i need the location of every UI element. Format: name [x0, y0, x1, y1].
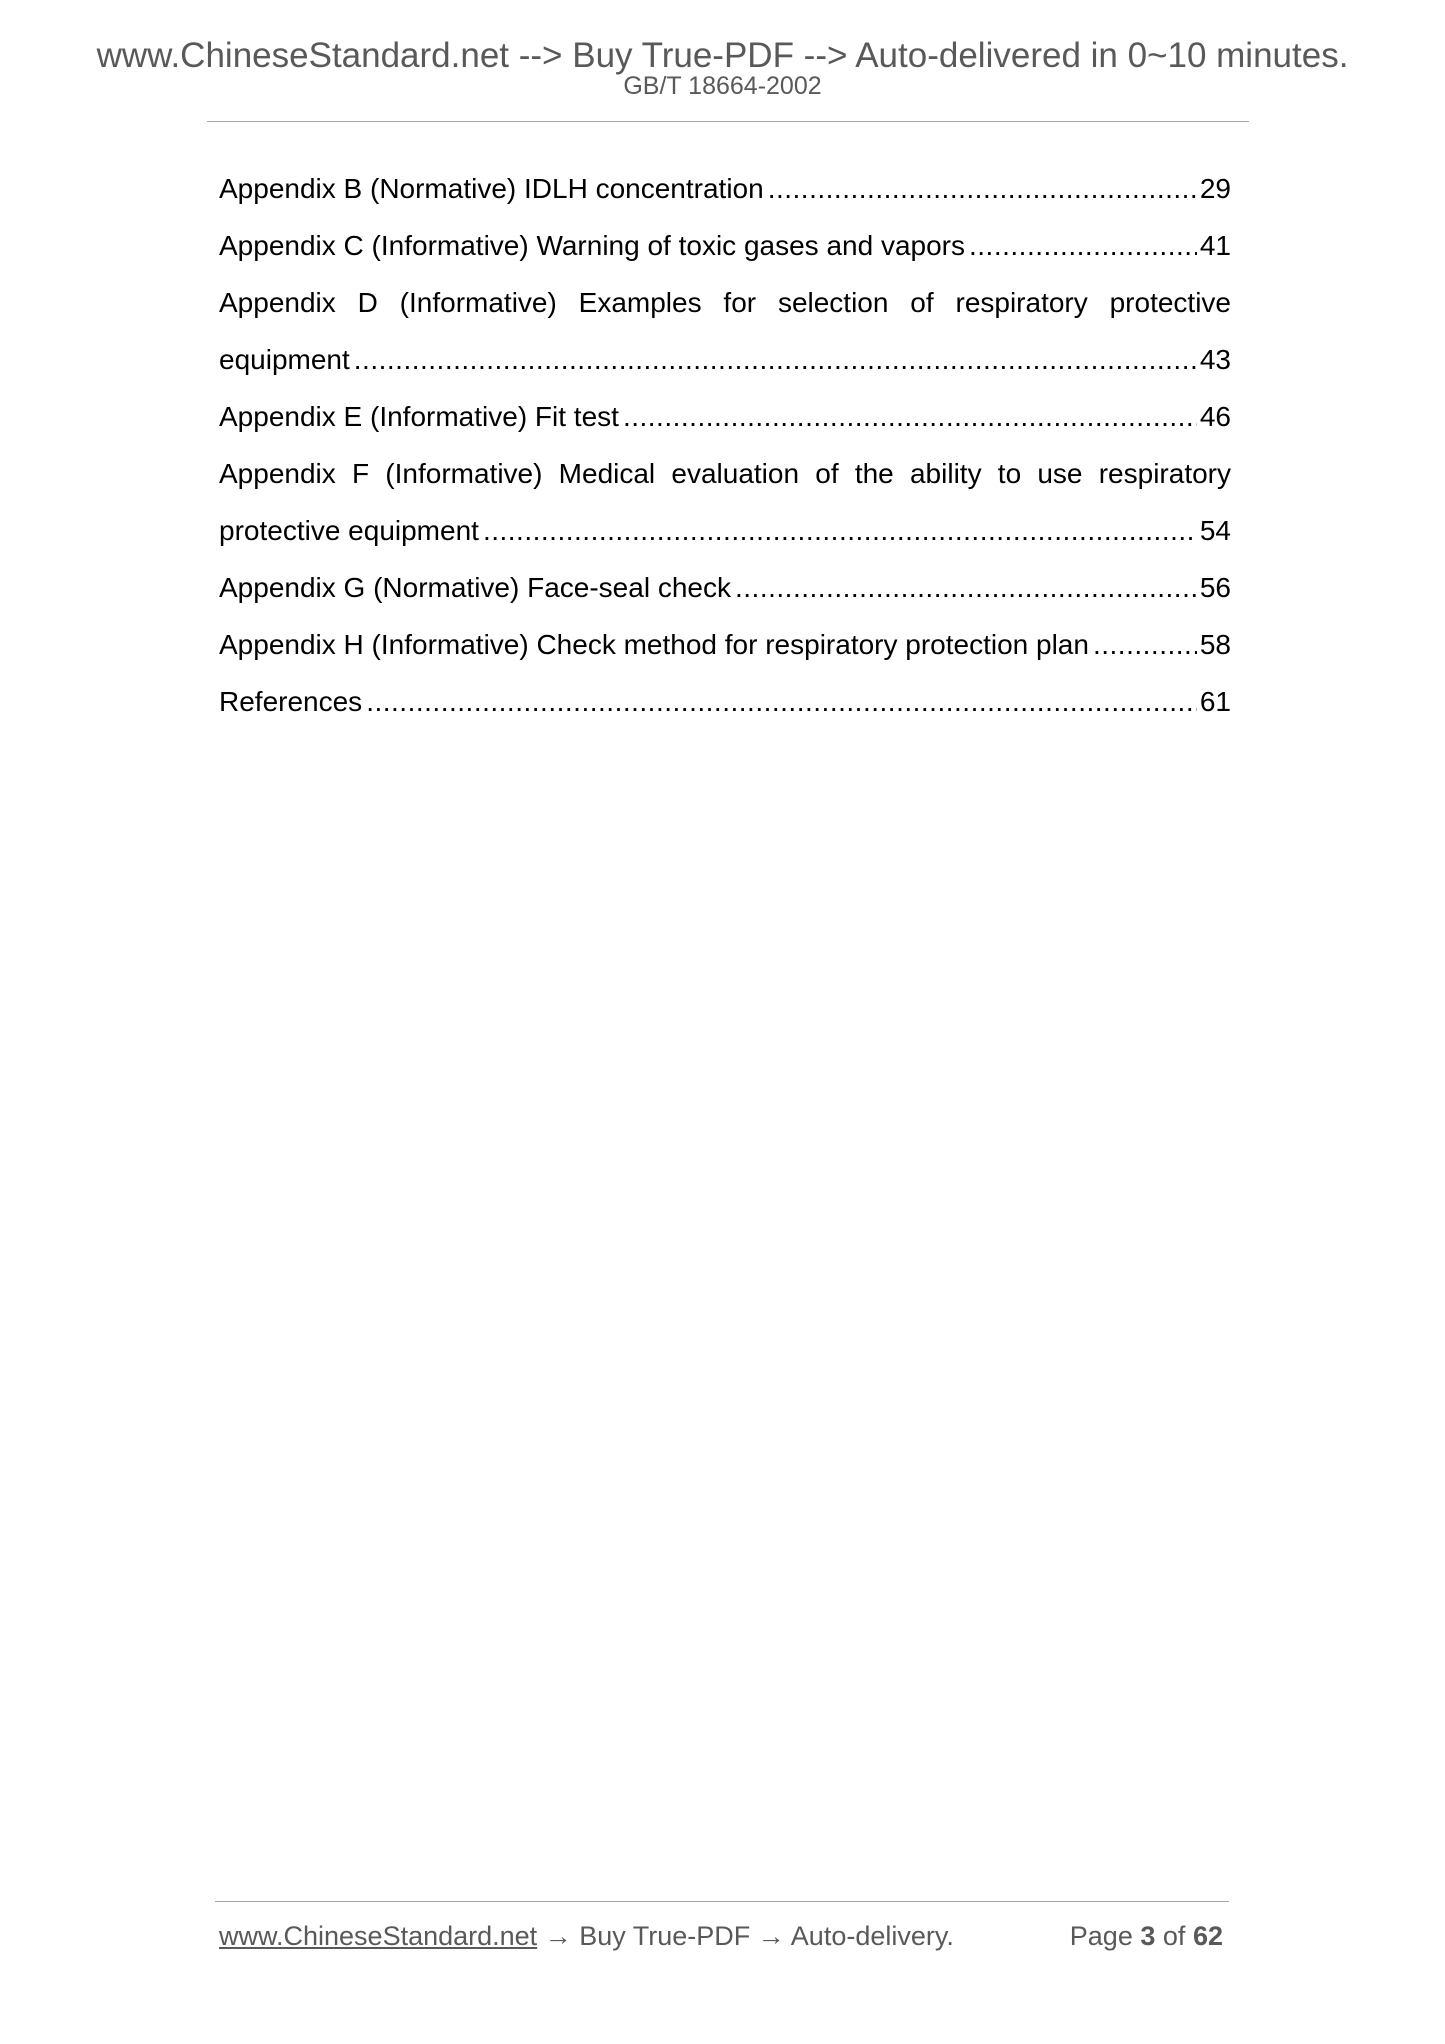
page-current: 3: [1140, 1921, 1156, 1951]
toc-entry-title: Appendix E (Informative) Fit test: [219, 401, 619, 432]
footer-buy-text: Buy True-PDF: [579, 1921, 751, 1951]
toc-dot-leader: [969, 217, 1197, 274]
arrow-right-icon: →: [757, 1921, 785, 1951]
toc-entry-title: Appendix C (Informative) Warning of toxic gases and vapors: [219, 230, 965, 261]
toc-entry-appendix-f[interactable]: [219, 445, 1231, 559]
toc-dot-leader: [1093, 616, 1197, 673]
page-indicator: [1070, 1921, 1223, 1952]
toc-entry-title: Appendix H (Informative) Check method for respiratory protection plan: [219, 629, 1089, 660]
toc-entry-title-line2: equipment: [219, 344, 350, 375]
toc-entry-appendix-g[interactable]: [219, 559, 1231, 616]
arrow-right-icon: →: [544, 1921, 572, 1951]
toc-dot-leader: [735, 559, 1197, 616]
footer-promo: [219, 1921, 954, 1952]
toc-entry-title: References: [219, 686, 363, 717]
toc-entry-page: 61: [1199, 686, 1231, 717]
header-banner: www.ChineseStandard.net --> Buy True-PDF --> Auto-delivered in 0~10 minutes.: [96, 36, 1349, 75]
toc-entry-page: 58: [1199, 629, 1231, 660]
footer-divider: [215, 1901, 1229, 1902]
toc-entry-appendix-h[interactable]: [219, 616, 1231, 673]
toc-dot-leader: [354, 331, 1197, 388]
toc-dot-leader: [483, 502, 1197, 559]
toc-entry-title: Appendix B (Normative) IDLH concentration: [219, 173, 764, 204]
toc-entry-title: Appendix G (Normative) Face-seal check: [219, 572, 731, 603]
toc-entry-page: 54: [1199, 515, 1231, 546]
page-of-label: of: [1162, 1921, 1186, 1951]
toc-entry-page: 46: [1199, 401, 1231, 432]
toc-entry-title-line1: Appendix D (Informative) Examples for selection of respiratory protective: [219, 287, 1231, 318]
header-divider: [207, 121, 1249, 122]
toc-dot-leader: [768, 160, 1197, 217]
page-total: 62: [1192, 1921, 1223, 1951]
toc-entry-page: 56: [1199, 572, 1231, 603]
toc-dot-leader: [366, 673, 1197, 730]
toc-entry-appendix-c[interactable]: [219, 217, 1231, 274]
toc-dot-leader: [623, 388, 1197, 445]
footer-site-link[interactable]: www.ChineseStandard.net: [219, 1921, 538, 1951]
table-of-contents: [219, 160, 1231, 730]
standard-number: GB/T 18664-2002: [623, 72, 822, 100]
toc-entry-title-line2: protective equipment: [219, 515, 479, 546]
toc-entry-appendix-e[interactable]: [219, 388, 1231, 445]
toc-entry-page: 29: [1199, 173, 1231, 204]
toc-entry-appendix-b[interactable]: [219, 160, 1231, 217]
toc-entry-page: 43: [1199, 344, 1231, 375]
toc-entry-title-line1: Appendix F (Informative) Medical evaluation of the ability to use respiratory: [219, 458, 1231, 489]
toc-entry-page: 41: [1199, 230, 1231, 261]
toc-entry-appendix-d[interactable]: [219, 274, 1231, 388]
footer-delivery-text: Auto-delivery.: [790, 1921, 954, 1951]
toc-entry-references[interactable]: [219, 673, 1231, 730]
page-label: Page: [1069, 1921, 1133, 1951]
